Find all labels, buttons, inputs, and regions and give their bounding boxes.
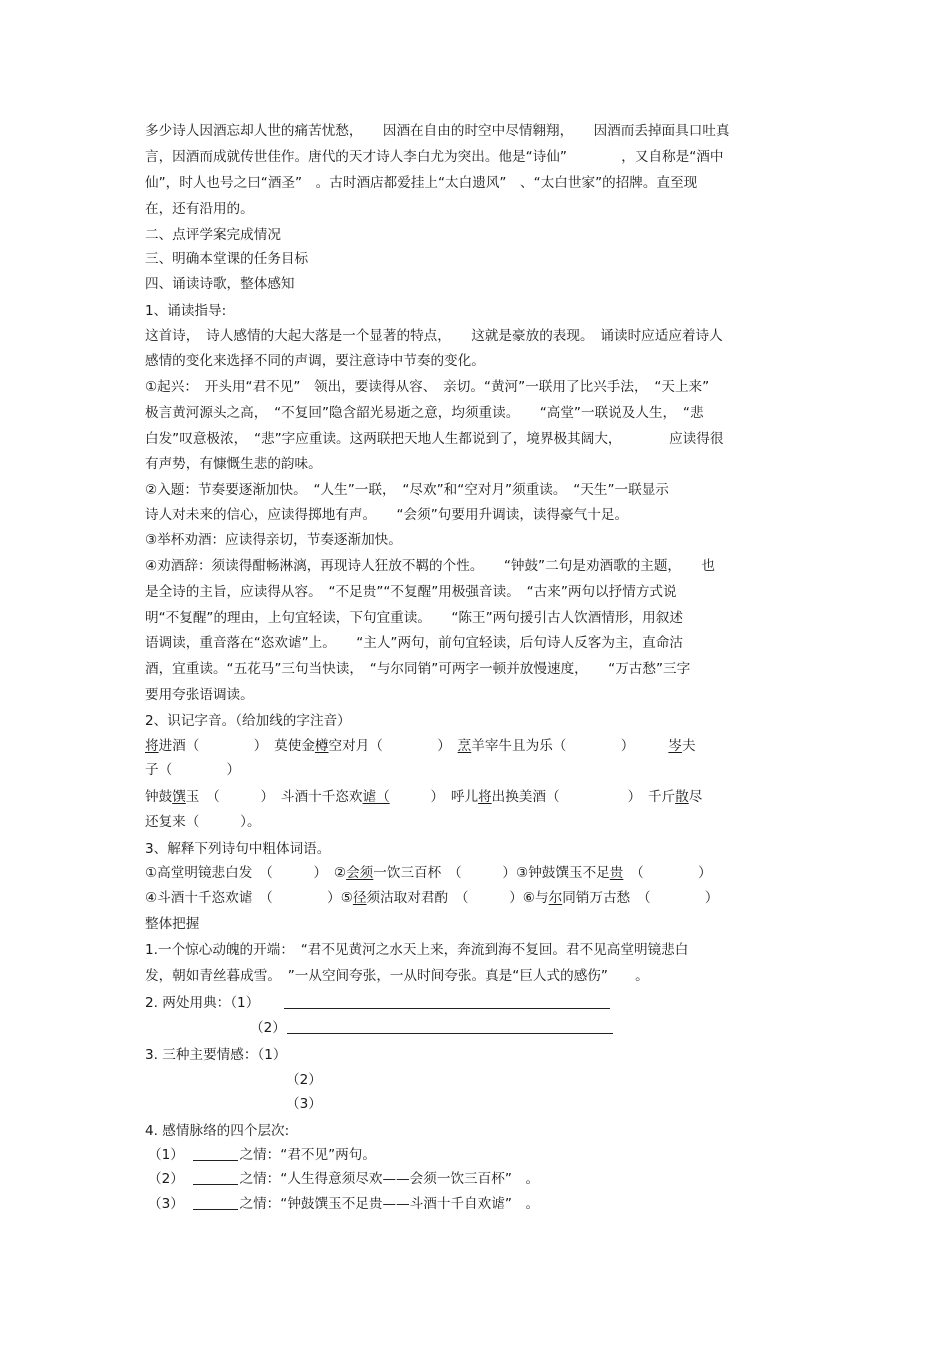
item-text: 之情：“君不见”两句。: [239, 1147, 376, 1163]
answer-blank[interactable]: [193, 1171, 238, 1185]
marked-char: 谑（: [362, 789, 390, 805]
text-line: 是全诗的主旨，应读得从容。 “不足贵”“不复醒”用极强音读。 “古来”两句以抒情方式说: [145, 584, 677, 600]
answer-line[interactable]: [287, 1033, 613, 1034]
text-line: 在，还有沿用的。: [145, 201, 254, 217]
marked-word: 径: [352, 890, 367, 906]
item-text: 之情：“人生得意须尽欢——会须一饮三百杯” 。: [239, 1171, 540, 1187]
text-run: 须沽取对君酌 （ ）⑥与: [366, 890, 549, 906]
text-line: 感情的变化来选择不同的声调，要注意诗中节奏的变化。: [145, 353, 485, 369]
text-run: 钟鼓: [145, 789, 173, 805]
answer-line[interactable]: [284, 1008, 610, 1009]
text-line: 诗人对未来的信心，应读得掷地有声。 “会须”句要用升调读，读得豪气十足。: [145, 507, 629, 523]
marked-char: 散: [675, 789, 689, 805]
emotion-label-2: （2）: [286, 1072, 322, 1088]
section-heading: 四、诵读诗歌，整体感知: [145, 276, 295, 292]
text-run: 一饮三百杯 （ ）③钟鼓馔玉不足: [373, 865, 610, 881]
text-line: 有声势，有慷慨生悲的韵味。: [145, 456, 322, 472]
text-line: ④劝酒辞：须读得酣畅淋漓，再现诗人狂放不羁的个性。 “钟鼓”二句是劝酒歌的主题， 也: [145, 558, 716, 574]
text-run: （ ）: [623, 865, 712, 881]
text-line: 还复来（ ）。: [145, 814, 261, 830]
allusion-label-2: （2）: [250, 1020, 286, 1036]
context-label: 4. 感情脉络的四个层次:: [145, 1123, 290, 1139]
text-run: ①高堂明镜悲白发 （ ） ②: [145, 865, 347, 881]
pronounce-title: 2、识记字音。（给加线的字注音）: [145, 713, 351, 729]
explain-title: 3、解释下列诗句中粗体词语。: [145, 841, 331, 857]
text-line: 语调读，重音落在“恣欢谑”上。 “主人”两句，前句宜轻读，后句诗人反客为主，直命沽: [145, 635, 683, 651]
text-line: 言，因酒而成就传世佳作。唐代的天才诗人李白尤为突出。他是“诗仙” ，又自称是“酒中: [145, 149, 724, 165]
reading-guide-title: 1、诵读指导:: [145, 303, 227, 319]
marked-word: 尔: [548, 890, 563, 906]
text-line: 这首诗， 诗人感情的大起大落是一个显著的特点， 这就是豪放的表现。 诵读时应适应着诗人: [145, 328, 723, 344]
text-line: ③举杯劝酒：应读得亲切，节奏逐渐加快。: [145, 532, 402, 548]
explain-row: [145, 864, 712, 882]
text-line: 1.一个惊心动魄的开端： “君不见黄河之水天上来，奔流到海不复回。君不见高堂明镜悲白: [145, 942, 689, 958]
text-line: 要用夸张语调读。: [145, 687, 254, 703]
text-run: 进酒（ ） 莫使金: [158, 738, 315, 754]
text-run: 玉 （ ） 斗酒十千恣欢: [185, 789, 363, 805]
marked-word: 贵: [609, 865, 624, 881]
text-line: 极言黄河源头之高， “不复回”隐含韶光易逝之意，均须重读。 “高堂”一联说及人生， “悲: [145, 405, 704, 421]
text-line: 多少诗人因酒忘却人世的痛苦忧愁， 因酒在自由的时空中尽情翱翔， 因酒而丢掉面具口吐真: [145, 123, 730, 139]
text-run: 夫: [681, 738, 696, 754]
marked-char: 烹: [457, 738, 472, 754]
emotion-label-3: （3）: [286, 1096, 322, 1112]
context-item: [148, 1146, 376, 1164]
section-heading: 二、点评学案完成情况: [145, 227, 281, 243]
pronounce-row: [145, 737, 696, 755]
item-text: 之情：“钟鼓馔玉不足贵——斗酒十千自欢谑” 。: [239, 1196, 540, 1212]
emotion-label: 3. 三种主要情感：（1）: [145, 1047, 287, 1063]
allusion-label: 2. 两处用典：（1）: [145, 995, 260, 1011]
section-heading: 三、明确本堂课的任务目标: [145, 251, 309, 267]
text-line: ①起兴： 开头用“君不见” 领出，要读得从容、 亲切。“黄河”一联用了比兴手法， “天上来”: [145, 379, 710, 395]
item-number: （3）: [148, 1196, 184, 1212]
marked-char: 樽: [314, 738, 329, 754]
text-run: ④斗酒十千恣欢谑 （ ）⑤: [145, 890, 353, 906]
marked-char: 岑: [668, 738, 682, 754]
item-number: （2）: [148, 1171, 184, 1187]
text-run: 空对月（ ）: [328, 738, 458, 754]
context-item: [148, 1170, 539, 1188]
answer-blank[interactable]: [193, 1196, 238, 1210]
text-line: ②入题：节奏要逐渐加快。 “人生”一联， “尽欢”和“空对月”须重读。 “天生”一联显示: [145, 482, 669, 498]
marked-char: 馔: [172, 789, 186, 805]
text-line: 发，朝如青丝暮成雪。 ”一从空间夸张，一从时间夸张。真是“巨人式的感伤” 。: [145, 968, 649, 984]
section-heading: 整体把握: [145, 916, 200, 932]
explain-row: [145, 889, 719, 907]
text-line: 酒，宜重读。“五花马”三句当快读， “与尔同销”可两字一顿并放慢速度， “万古愁”三字: [145, 661, 691, 677]
text-run: 尽: [688, 789, 703, 805]
answer-blank[interactable]: [193, 1147, 238, 1161]
text-line: 仙”，时人也号之曰“酒圣” 。古时酒店都爱挂上“太白遗风” 、“太白世家”的招牌。直至现: [145, 175, 698, 191]
text-line: 白发”叹意极浓， “悲”字应重读。这两联把天地人生都说到了，境界极其阔大， 应读得很: [145, 431, 724, 447]
marked-word: 会须: [346, 865, 374, 881]
text-line: 子（ ）: [145, 762, 241, 778]
text-run: ） 呼儿: [389, 789, 479, 805]
marked-char: 将: [145, 738, 159, 754]
text-run: 羊宰牛且为乐（ ）: [471, 738, 669, 754]
context-item: [148, 1195, 539, 1213]
item-number: （1）: [148, 1147, 184, 1163]
text-run: 出换美酒（ ） 千斤: [491, 789, 676, 805]
marked-char: 将: [478, 789, 492, 805]
pronounce-row: [145, 788, 702, 806]
text-run: 同销万古愁 （ ）: [562, 890, 719, 906]
text-line: 明“不复醒”的理由，上句宜轻读，下句宜重读。 “陈王”两句援引古人饮酒情形，用叙述: [145, 610, 683, 626]
